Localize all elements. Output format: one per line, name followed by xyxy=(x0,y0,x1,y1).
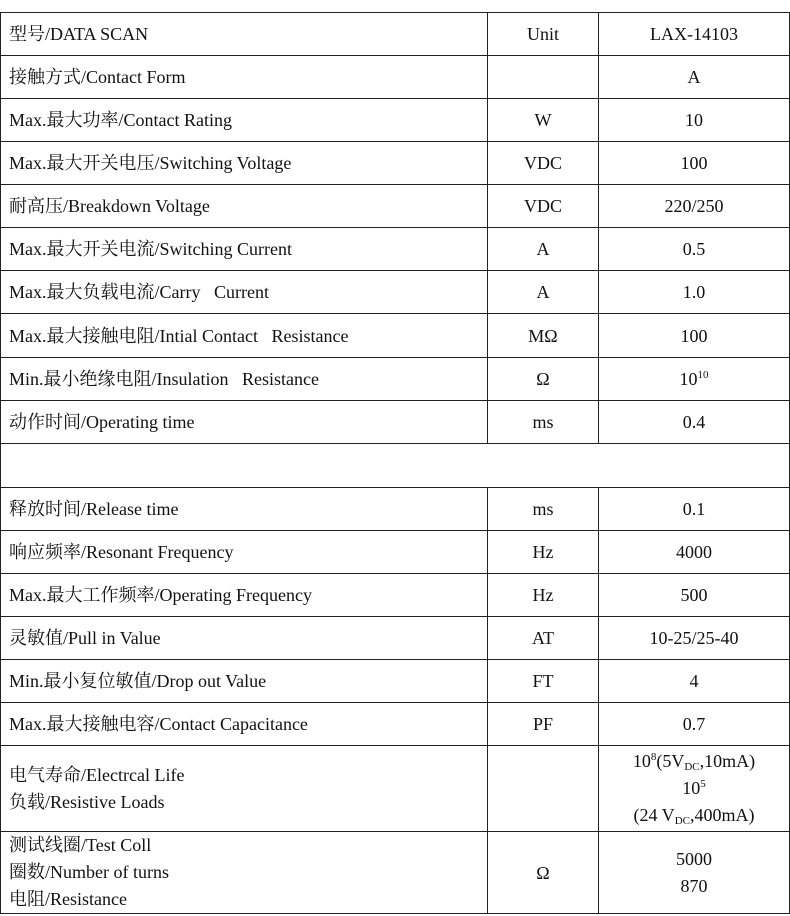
coil-labels xyxy=(1,832,488,914)
row-unit: VDC xyxy=(488,185,599,228)
electrical-life-row xyxy=(1,746,790,832)
life-unit xyxy=(488,746,599,832)
row-value: 10-25/25-40 xyxy=(599,617,790,660)
coil-value-2: 870 xyxy=(680,875,708,896)
row-value: 220/250 xyxy=(599,185,790,228)
table-row xyxy=(1,488,790,531)
row-value: 0.4 xyxy=(599,401,790,444)
life-value-2 xyxy=(607,775,781,802)
row-unit: Hz xyxy=(488,574,599,617)
coil-value-1: 5000 xyxy=(676,848,712,869)
test-coil-row xyxy=(1,832,790,914)
coil-unit: Ω xyxy=(488,832,599,914)
header-unit: Unit xyxy=(488,13,599,56)
life-value-1-base: 10 xyxy=(632,751,651,771)
table-row xyxy=(1,358,790,401)
table-row xyxy=(1,660,790,703)
coil-values xyxy=(599,832,790,914)
row-value: 0.7 xyxy=(599,703,790,746)
life-value-1-voltage: (5V xyxy=(656,751,685,771)
row-label: 动作时间/Operating time xyxy=(1,401,488,444)
coil-label-2: 圈数/Number of turns xyxy=(9,862,169,882)
life-value-3-current: ,400mA) xyxy=(689,805,755,825)
life-labels xyxy=(1,746,488,832)
spec-sheet xyxy=(0,12,790,914)
table-row xyxy=(1,574,790,617)
row-unit: MΩ xyxy=(488,314,599,358)
row-label: Min.最小复位敏值/Drop out Value xyxy=(1,660,488,703)
row-label: Max.最大开关电压/Switching Voltage xyxy=(1,142,488,185)
row-label: Max.最大功率/Contact Rating xyxy=(1,99,488,142)
life-label-2: 负载/Resistive Loads xyxy=(9,791,165,812)
life-label-1: 电气寿命/Electrcal Life xyxy=(9,764,185,785)
table-row xyxy=(1,617,790,660)
row-label: 接触方式/Contact Form xyxy=(1,56,488,99)
row-unit: ms xyxy=(488,401,599,444)
life-value-3-voltage: (24 V xyxy=(633,805,675,825)
row-label: 耐高压/Breakdown Voltage xyxy=(1,185,488,228)
row-label: Max.最大接触电阻/Intial Contact Resistance xyxy=(1,314,488,358)
blank-cell xyxy=(1,444,790,488)
row-value: 100 xyxy=(599,314,790,358)
table-row xyxy=(1,271,790,314)
row-unit: A xyxy=(488,228,599,271)
table-row xyxy=(1,314,790,358)
row-unit: FT xyxy=(488,660,599,703)
header-label: 型号/DATA SCAN xyxy=(1,13,488,56)
life-value-3 xyxy=(607,802,781,829)
row-value: 4 xyxy=(599,660,790,703)
row-label: Max.最大开关电流/Switching Current xyxy=(1,228,488,271)
table-row xyxy=(1,228,790,271)
row-value: 10 xyxy=(599,99,790,142)
row-value: 1.0 xyxy=(599,271,790,314)
row-unit: AT xyxy=(488,617,599,660)
table-row xyxy=(1,142,790,185)
row-value: 500 xyxy=(599,574,790,617)
row-value: A xyxy=(599,56,790,99)
row-unit: Hz xyxy=(488,531,599,574)
row-unit: W xyxy=(488,99,599,142)
row-value: 0.5 xyxy=(599,228,790,271)
row-unit: Ω xyxy=(488,358,599,401)
value-exponent: 10 xyxy=(697,369,709,381)
row-label: 释放时间/Release time xyxy=(1,488,488,531)
header-row xyxy=(1,13,790,56)
row-unit: ms xyxy=(488,488,599,531)
row-unit xyxy=(488,56,599,99)
table-row xyxy=(1,531,790,574)
row-label: Max.最大接触电容/Contact Capacitance xyxy=(1,703,488,746)
life-values xyxy=(599,746,790,832)
row-label: 灵敏值/Pull in Value xyxy=(1,617,488,660)
row-unit: A xyxy=(488,271,599,314)
life-value-1 xyxy=(607,748,781,775)
table-row xyxy=(1,56,790,99)
row-label: Max.最大负载电流/Carry Current xyxy=(1,271,488,314)
table-row xyxy=(1,703,790,746)
row-value: 4000 xyxy=(599,531,790,574)
header-model: LAX-14103 xyxy=(599,13,790,56)
blank-row xyxy=(1,444,790,488)
life-value-1-subscript: DC xyxy=(684,761,700,773)
row-value: 0.1 xyxy=(599,488,790,531)
row-unit: PF xyxy=(488,703,599,746)
life-value-1-current: ,10mA) xyxy=(699,751,756,771)
life-value-1-exponent: 8 xyxy=(650,751,657,763)
coil-label-1: 测试线圈/Test Coll xyxy=(9,835,152,855)
row-label: Min.最小绝缘电阻/Insulation Resistance xyxy=(1,358,488,401)
spec-table xyxy=(0,12,790,914)
row-label: 响应频率/Resonant Frequency xyxy=(1,531,488,574)
row-label: Max.最大工作频率/Operating Frequency xyxy=(1,574,488,617)
row-unit: VDC xyxy=(488,142,599,185)
row-value: 100 xyxy=(599,142,790,185)
life-value-2-base: 10 xyxy=(682,778,701,798)
life-value-3-subscript: DC xyxy=(674,815,690,827)
table-row xyxy=(1,99,790,142)
value-base: 10 xyxy=(679,369,698,389)
table-row xyxy=(1,185,790,228)
life-value-2-exponent: 5 xyxy=(700,778,706,790)
table-row xyxy=(1,401,790,444)
coil-label-3: 电阻/Resistance xyxy=(9,889,127,909)
row-value xyxy=(599,358,790,401)
